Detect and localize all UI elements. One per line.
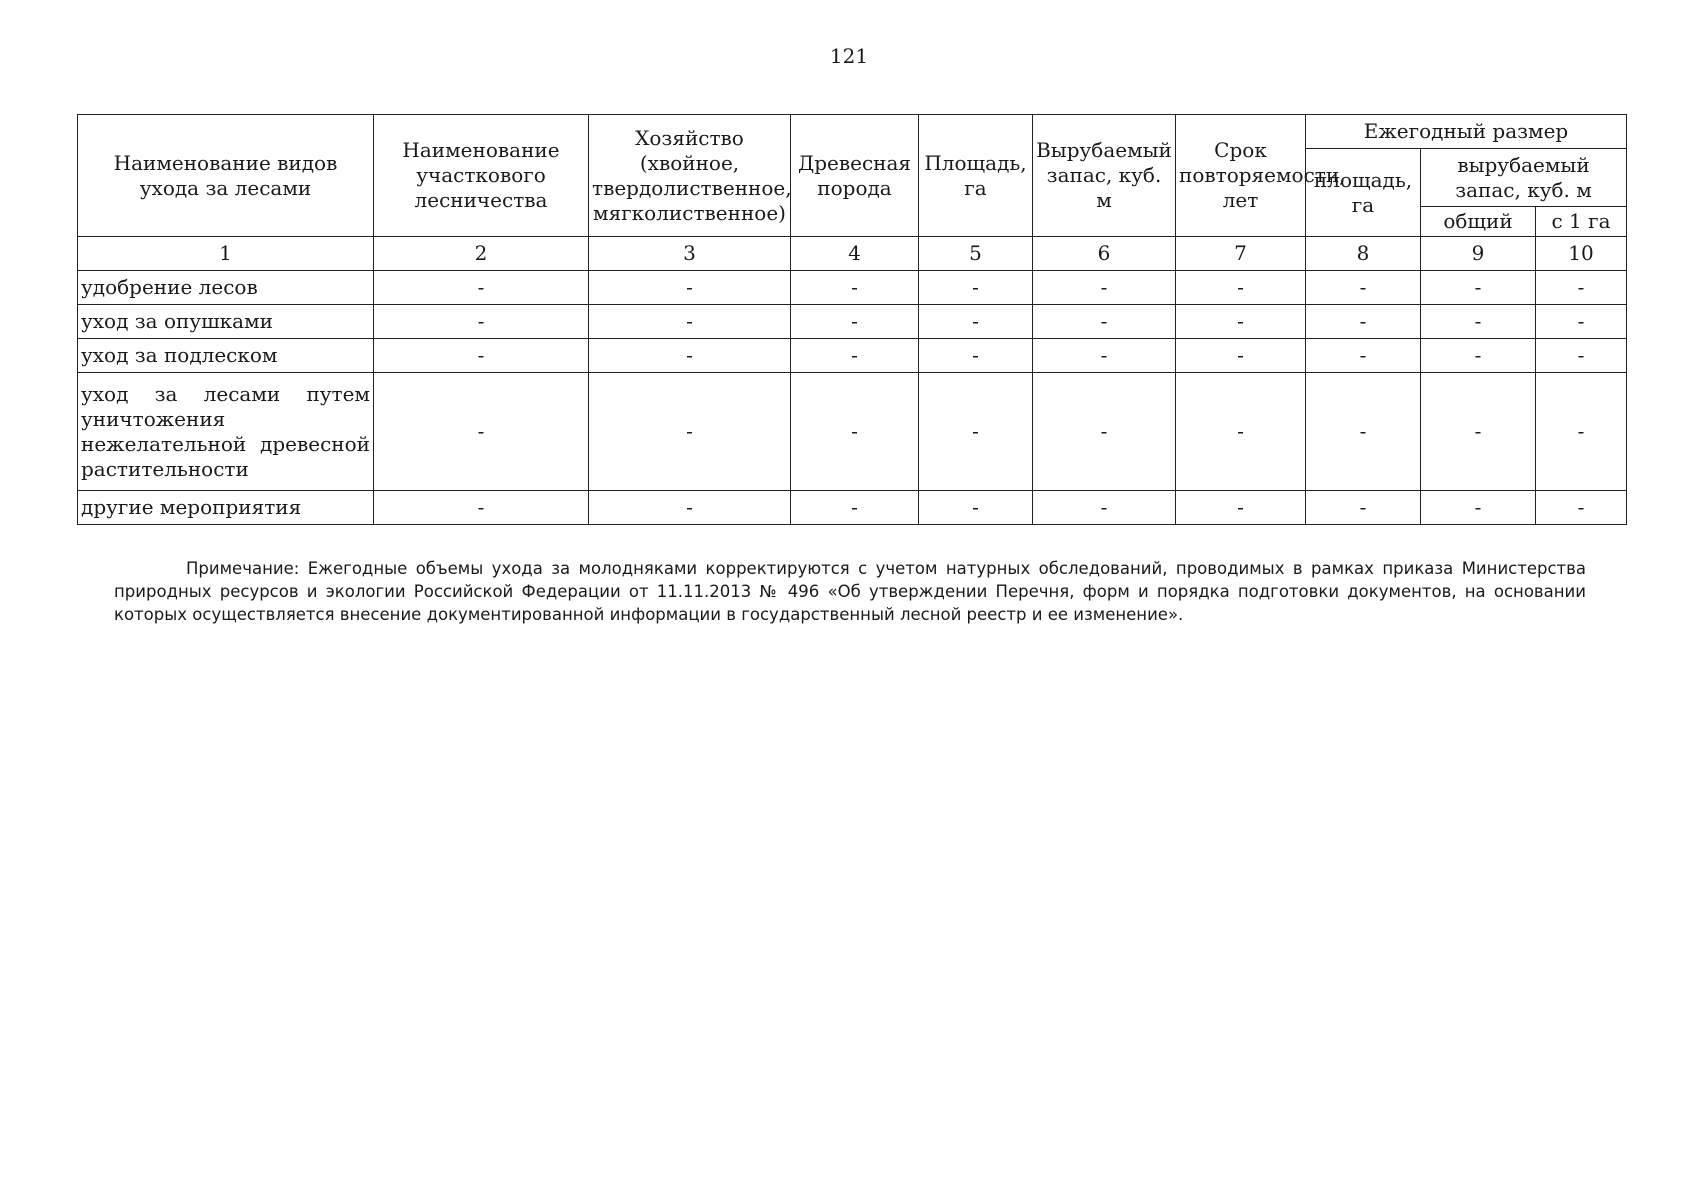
column-number: 4 <box>791 237 919 271</box>
column-number: 2 <box>374 237 589 271</box>
table-cell: - <box>1306 271 1421 305</box>
table-cell: - <box>1421 491 1536 525</box>
table-cell: - <box>589 271 791 305</box>
table-cell: - <box>374 305 589 339</box>
column-number: 3 <box>589 237 791 271</box>
table-cell: - <box>589 491 791 525</box>
table-cell: - <box>919 271 1033 305</box>
table-cell: - <box>374 271 589 305</box>
table-cell: - <box>1306 373 1421 491</box>
column-number: 7 <box>1176 237 1306 271</box>
table-cell: - <box>919 305 1033 339</box>
table-cell: - <box>1421 373 1536 491</box>
table-cell: - <box>1536 271 1627 305</box>
table-cell: - <box>589 373 791 491</box>
table-cell: - <box>1421 305 1536 339</box>
row-label: удобрение лесов <box>78 271 374 305</box>
column-number: 6 <box>1033 237 1176 271</box>
table-note: Примечание: Ежегодные объемы ухода за молодняками корректируются с учетом натурных обследований, проводимых в рамках приказа Министерства природных ресурсов и экологии Российской Федерации от 11.11.2013 № 496 «Об утверждении Перечня, форм и порядка подготовки документов, на основании которых осуществляется внесение документированной информации в государственный лесной реестр и ее изменение». <box>114 558 1586 624</box>
table-cell: - <box>1033 305 1176 339</box>
table-row <box>78 491 1627 525</box>
column-number: 5 <box>919 237 1033 271</box>
table-row <box>78 305 1627 339</box>
forest-care-table <box>77 114 1627 525</box>
table-cell: - <box>1421 339 1536 373</box>
header-annual-size: Ежегодный размер <box>1306 115 1627 149</box>
table-cell: - <box>1306 305 1421 339</box>
table-cell: - <box>919 373 1033 491</box>
table-cell: - <box>791 373 919 491</box>
table-cell: - <box>1536 305 1627 339</box>
column-number-row <box>78 237 1627 271</box>
row-label: другие мероприятия <box>78 491 374 525</box>
row-label: уход за подлеском <box>78 339 374 373</box>
table-cell: - <box>589 305 791 339</box>
header-care-type: Наименование видов ухода за лесами <box>78 115 374 237</box>
header-annual-volume-per-ha: с 1 га <box>1536 207 1627 237</box>
table-cell: - <box>1536 373 1627 491</box>
table-cell: - <box>1176 271 1306 305</box>
header-repeat-period: Срок повторяемости, лет <box>1176 115 1306 237</box>
column-number: 10 <box>1536 237 1627 271</box>
table-cell: - <box>919 339 1033 373</box>
table-cell: - <box>1176 339 1306 373</box>
header-district: Наименование участкового лесничества <box>374 115 589 237</box>
header-annual-volume-total: общий <box>1421 207 1536 237</box>
table-cell: - <box>1033 271 1176 305</box>
table-cell: - <box>1306 491 1421 525</box>
table-cell: - <box>1306 339 1421 373</box>
table-cell: - <box>1033 491 1176 525</box>
table-cell: - <box>1033 373 1176 491</box>
header-economy: Хозяйство (хвойное, твердолиственное, мягколиственное) <box>589 115 791 237</box>
row-label: уход за опушками <box>78 305 374 339</box>
table-cell: - <box>374 339 589 373</box>
table-cell: - <box>791 339 919 373</box>
header-volume: Вырубаемый запас, куб. м <box>1033 115 1176 237</box>
table-cell: - <box>1176 305 1306 339</box>
header-annual-volume: вырубаемый запас, куб. м <box>1421 149 1627 207</box>
table-cell: - <box>589 339 791 373</box>
table-cell: - <box>374 373 589 491</box>
table-cell: - <box>1176 373 1306 491</box>
table-cell: - <box>1033 339 1176 373</box>
header-species: Древесная порода <box>791 115 919 237</box>
table-cell: - <box>1176 491 1306 525</box>
page-number: 121 <box>829 44 869 68</box>
table-row <box>78 373 1627 491</box>
table-cell: - <box>1421 271 1536 305</box>
column-number: 8 <box>1306 237 1421 271</box>
header-annual-area: площадь, га <box>1306 149 1421 237</box>
table-row <box>78 339 1627 373</box>
table-cell: - <box>791 305 919 339</box>
table-cell: - <box>1536 339 1627 373</box>
table-cell: - <box>919 491 1033 525</box>
table-cell: - <box>791 491 919 525</box>
table-cell: - <box>374 491 589 525</box>
column-number: 1 <box>78 237 374 271</box>
table-row <box>78 271 1627 305</box>
header-area: Площадь, га <box>919 115 1033 237</box>
table-cell: - <box>1536 491 1627 525</box>
column-number: 9 <box>1421 237 1536 271</box>
row-label: уход за лесами путем уничтожения нежелательной древесной растительности <box>78 373 374 491</box>
table-cell: - <box>791 271 919 305</box>
